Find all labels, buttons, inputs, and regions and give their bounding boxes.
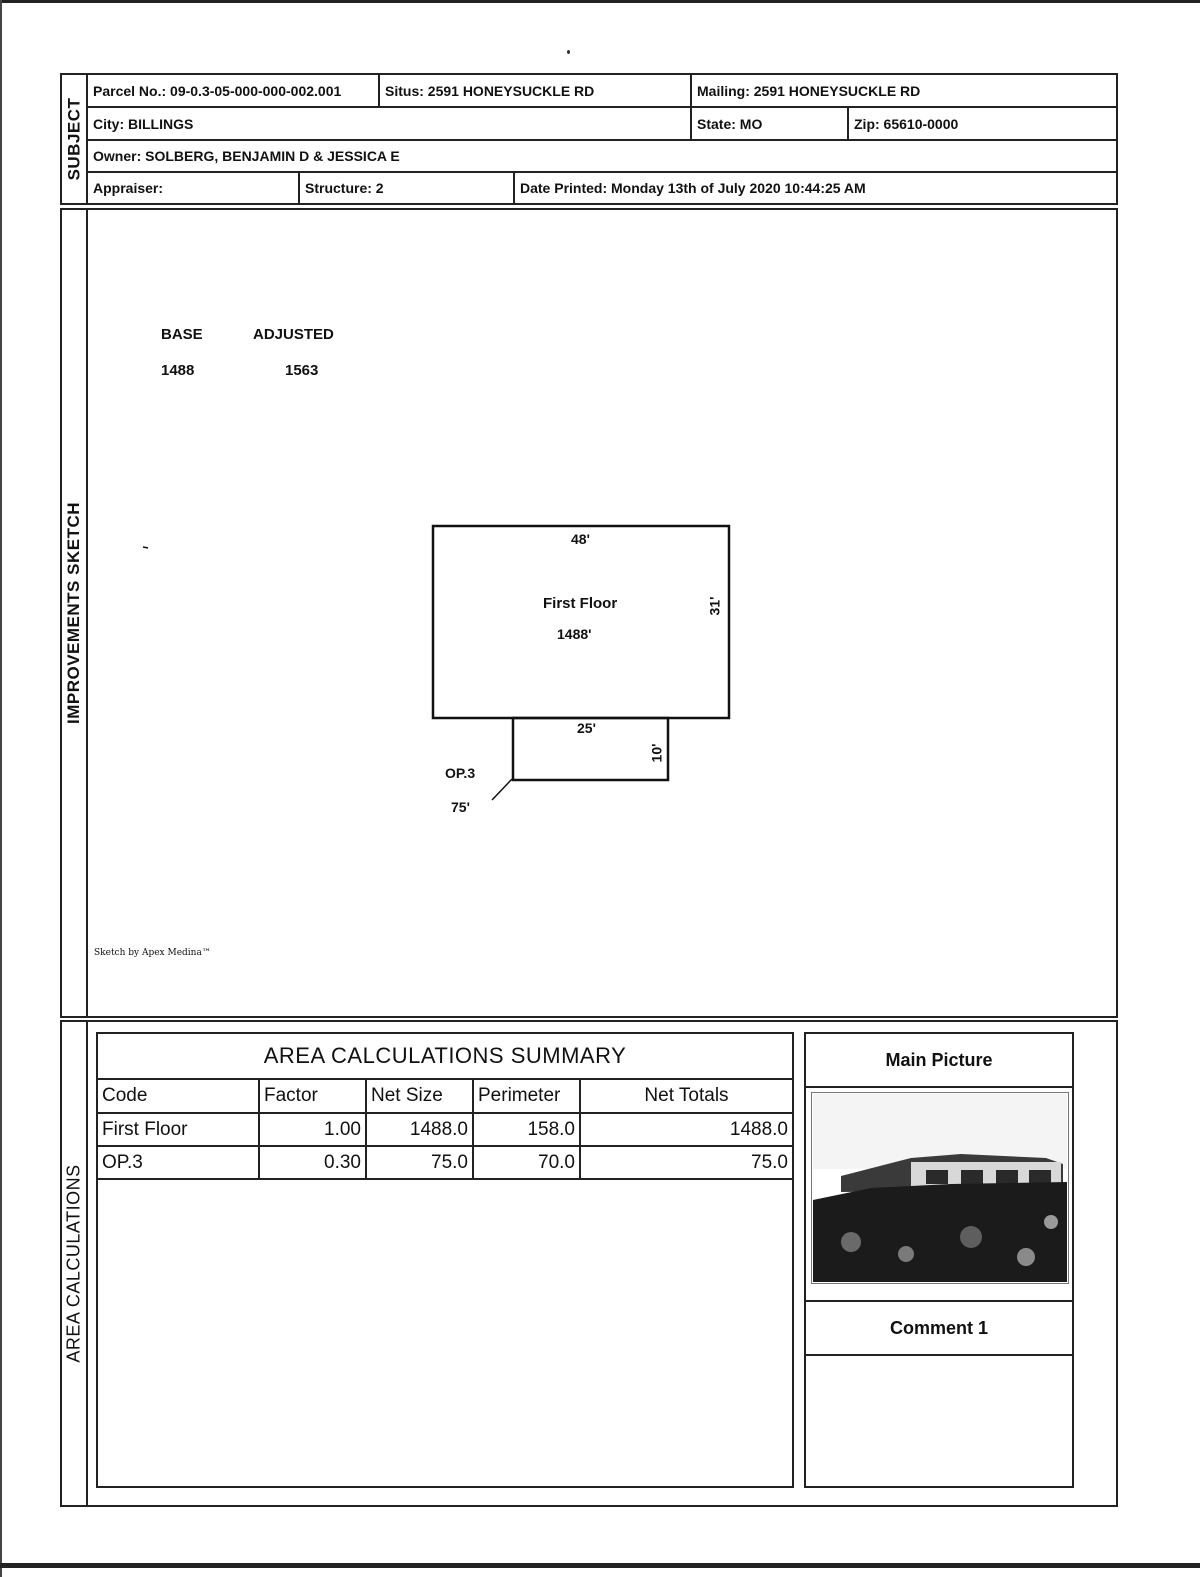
- col-factor: Factor: [259, 1080, 366, 1113]
- subject-row-4: [88, 173, 1116, 203]
- area-summary-title: AREA CALCULATIONS SUMMARY: [98, 1034, 792, 1080]
- row2-net-totals: 75.0: [580, 1146, 792, 1179]
- base-label: BASE: [161, 326, 203, 343]
- row2-perimeter: 70.0: [473, 1146, 580, 1179]
- state: State: MO: [692, 108, 849, 139]
- row1-factor: 1.00: [259, 1113, 366, 1146]
- first-floor-area: 1488': [557, 626, 592, 642]
- porch-dim-right: 10': [648, 743, 665, 763]
- mailing-address: Mailing: 2591 HONEYSUCKLE RD: [697, 82, 921, 99]
- photo-foliage-5: [1044, 1215, 1058, 1229]
- picture-divider-top: [806, 1086, 1072, 1088]
- subject-row-2: [88, 108, 1116, 141]
- photo-foliage-4: [1017, 1248, 1035, 1266]
- subject-row-1: [88, 75, 1116, 108]
- col-net-totals: Net Totals: [580, 1080, 792, 1113]
- page-edge-top: [0, 0, 1200, 3]
- row1-net-totals: 1488.0: [580, 1113, 792, 1146]
- adjusted-label: ADJUSTED: [253, 326, 334, 343]
- subject-label: SUBJECT: [64, 97, 84, 181]
- photo-window-4: [1029, 1170, 1051, 1184]
- dim-right: 31': [706, 596, 723, 616]
- page-edge-bottom: [0, 1563, 1200, 1568]
- row2-code: OP.3: [98, 1146, 259, 1179]
- stray-mark: [143, 547, 148, 548]
- area-side-label: [62, 1022, 88, 1505]
- photo-foliage-1: [841, 1232, 861, 1252]
- row1-perimeter: 158.0: [473, 1113, 580, 1146]
- owner: Owner: SOLBERG, BENJAMIN D & JESSICA E: [93, 148, 400, 164]
- dim-top: 48': [571, 531, 590, 547]
- subject-grid: [88, 75, 1116, 203]
- row2-net-size: 75.0: [366, 1146, 473, 1179]
- photo-foliage-3: [960, 1226, 982, 1248]
- parcel-number: Parcel No.: 09-0.3-05-000-000-002.001: [88, 75, 380, 106]
- porch-dim-top: 25': [577, 720, 596, 736]
- row2-factor: 0.30: [259, 1146, 366, 1179]
- subject-row-3: [88, 141, 1116, 173]
- col-net-size: Net Size: [366, 1080, 473, 1113]
- table-row: [98, 1146, 792, 1179]
- first-floor-label: First Floor: [543, 595, 618, 612]
- sketch-section: [60, 208, 1118, 1018]
- row1-net-size: 1488.0: [366, 1113, 473, 1146]
- main-picture-label: Main Picture: [885, 1049, 993, 1070]
- sketch-side-label: [62, 210, 88, 1016]
- base-value: 1488: [161, 362, 195, 379]
- photo-window-3: [996, 1170, 1018, 1184]
- porch-leader-line: [492, 779, 512, 800]
- appraiser: Appraiser:: [88, 173, 300, 203]
- col-code: Code: [98, 1080, 259, 1113]
- first-floor-outline: [433, 526, 729, 718]
- sketch-canvas: [88, 210, 1116, 1016]
- row1-code: First Floor: [98, 1113, 259, 1146]
- structure: Structure: 2: [300, 173, 515, 203]
- city: City: BILLINGS: [88, 108, 692, 139]
- porch-label: OP.3: [445, 765, 476, 781]
- table-row: [98, 1113, 792, 1146]
- photo-ground: [813, 1182, 1067, 1282]
- comment-label: Comment 1: [889, 1317, 988, 1338]
- main-picture[interactable]: [811, 1092, 1069, 1284]
- table-header-row: [98, 1080, 792, 1113]
- page-edge-left: [0, 0, 2, 1577]
- situs-address: Situs: 2591 HONEYSUCKLE RD: [380, 75, 692, 106]
- area-summary-table: [98, 1080, 792, 1180]
- photo-foliage-2: [898, 1246, 914, 1262]
- date-printed: Date Printed: Monday 13th of July 2020 10:44:25 AM: [520, 180, 866, 196]
- col-perimeter: Perimeter: [473, 1080, 580, 1113]
- picture-divider-bottom: [806, 1354, 1072, 1356]
- sketch-label: IMPROVEMENTS SKETCH: [64, 501, 83, 725]
- scan-speck: [567, 50, 570, 54]
- sketch-credit: Sketch by Apex Medina™: [94, 948, 211, 958]
- photo-window-1: [926, 1170, 948, 1184]
- subject-side-label: [62, 75, 88, 203]
- picture-panel: [804, 1032, 1074, 1488]
- porch-area: 75': [451, 799, 470, 815]
- area-summary-panel: [96, 1032, 794, 1488]
- photo-window-2: [961, 1170, 983, 1184]
- zip: Zip: 65610-0000: [854, 115, 959, 132]
- adjusted-value: 1563: [285, 362, 319, 379]
- subject-section: [60, 73, 1118, 205]
- area-calculations-label: AREA CALCULATIONS: [63, 1164, 84, 1363]
